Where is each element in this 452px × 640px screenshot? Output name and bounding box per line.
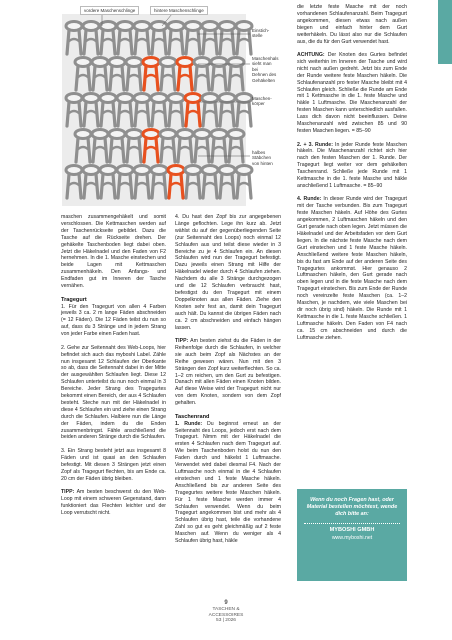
label-half-double: halbes Stäbchen von hinten bbox=[252, 150, 273, 166]
round-label: 4. Runde: bbox=[297, 196, 322, 203]
edge-round-1-continued: die letzte feste Masche mit der noch vorhandenen Schlaufenanzahl. Beim Tragegurt angekommen, diesen etwas nach außen biegen und einfach hinter dem Gurt weiterhäkeln. Du lässt also nur die Schlaufen aus, die du für den Gurt verwendet hast. bbox=[297, 4, 407, 45]
company-url[interactable]: www.myboshi.net bbox=[331, 535, 373, 541]
page-number: 9 bbox=[224, 600, 228, 606]
magazine-title-line-2: ACCESSOIRES bbox=[208, 612, 244, 618]
strap-tip-2: TIPP: Am besten ziehst du die Fäden in der Reihenfolge durch die Schlaufen, in welcher sie auch beim Zopf als Nächstes an der Reihe gewesen wären. Nun mit den 3 Strängen den Zopf kurz weiterflechten. So ca. 1–2 cm reichen, um den Gurt zu befestigen. Danach mit allen Fäden einen Knoten bilden. Auf diese Weise wird der Tragegurt nicht nur von dem Knoten, sondern von dem Zopf gehalten. bbox=[175, 338, 281, 407]
page-footer bbox=[196, 600, 256, 624]
attention-label: ACHTUNG: bbox=[297, 52, 325, 59]
text-column-2 bbox=[175, 214, 281, 552]
tip-label: TIPP: bbox=[61, 489, 75, 496]
round-label: 1. Runde: bbox=[175, 420, 203, 427]
page-edge-tab bbox=[438, 0, 452, 64]
contact-info-box bbox=[297, 489, 407, 581]
magazine-title-line-1: TASCHEN & bbox=[212, 607, 240, 612]
text-column-1 bbox=[61, 214, 166, 523]
issue-line: 53 | 2026 bbox=[216, 618, 236, 624]
stitch-diagram bbox=[62, 4, 279, 210]
tip-label: TIPP: bbox=[175, 338, 189, 344]
attention-note: ACHTUNG: Der Knoten des Gurtes befindet sich weiterhin im Inneren der Tasche und wird nicht nach außen gedreht. Jetzt bis zum Ende der Runde weitere feste Maschen häkeln. Die Schlaufenanzahl pro fester Masche bleibt mit 4 Schlaufen gleich. Schließe die Runde am Ende mit 1 Kettmasche in die 1. feste Masche und häkle 1 Luftmasche. Die Maschenanzahl der festen Maschen kann unterschiedlich ausfallen. Lass dich davon nicht beeinflussen. Deine Maschenanzahl wird zwischen 85 und 90 festen Maschen liegen. = 85–90 bbox=[297, 52, 407, 134]
strap-step-4: 4. Du hast den Zopf bis zur angegebenen Länge geflochten. Lege ihn kurz ab. Jetzt wählst du auf der gegenüberliegenden Seite (zur Seitennaht des Loops) noch einmal 12 Schlaufen aus und teilst diese wieder in 3 Bereiche zu je 4 Schlaufen ein. An diesen Schlaufen wird nun der Tragegurt befestigt. Dazu jeweils einen Strang mit Hilfe der Häkelnadel wieder durch 4 Schlaufen ziehen. Nachdem du alle 3 Stränge durchgezogen und die 12 Schlaufen verbraucht hast, befestigst du den Tragegurt mit einem Doppelknoten aus allen Fäden. Ziehe den Knoten sehr fest an, damit dein Tragegurt auch hält. Du kannst die übrigen Fäden nach ca. 2 cm abschneiden und einfach hängen lassen. bbox=[175, 214, 281, 331]
strap-step-2: 2. Gehe zur Seitennaht des Web-Loops, hier befindet sich auch das myboshi Label. Zähle nun insgesamt 12 Schlaufen der Oberkante so ab, dass die Seitennaht dabei in der Mitte der ausgewählten Schlaufen liegt. Diese 12 Schlaufen unterteilst du nun noch einmal in 3 Bereiche. Jeder Strang des Tragegurtes bekommt einen Bereich, der aus 4 Schlaufen besteht. Steche nun mit der Häkelnadel in diese 4 Schlaufen ein und ziehe einen Strang durch die Schlaufen. Halbiere nun die Länge der Fäden, indem du die Enden zusammenbringst. Fähle anschließend die beiden anderen Stränge durch die Schlaufen. bbox=[61, 344, 166, 441]
edge-round-4: 4. Runde: In dieser Runde wird der Tragegurt mit der Tasche verbunden. Bis zum Tragegurt feste Maschen häkeln. Auf Höhe des Gurtes angekommen, 2 Luftmaschen häkeln und den Gurt gerade nach oben legen. Jetzt müssen die Häkelnadel und der Arbeitsfaden vor dem Gurt liegen. In die nächste feste Masche nach dem Gurt einstechen und 1 feste Masche häkeln. Anschließend weitere feste Maschen häkeln, bis du fast am Ende auf der anderen Seite des Tragegurtes ankommst. Hier genauso 2 Luftmaschen häkeln, den Gurt gerade nach oben legen und in die feste Masche nach dem Tragegurt einstechen. Bis zum Ende der Runde noch vereinzelte feste Maschen (ca. 1–2 Maschen, je nachdem, wie viele Maschen bei dir noch übrig sind) häkeln. Die Runde mit 1 Kettmasche in die 1. feste Masche schließen. 1 Luftmasche häkeln. Den Faden von F4 nach ca. 15 cm abschneiden und durch die Luftmasche ziehen. bbox=[297, 196, 407, 341]
contact-question: Wenn du noch Fragen hast, oder Material bestellen möchtest, wende dich bitte an: bbox=[306, 497, 398, 517]
heading-bag-edge: Taschenrand bbox=[175, 413, 210, 420]
heading-strap: Tragegurt bbox=[61, 296, 87, 303]
strap-step-1: 1. Für den Tragegurt von allen 4 Farben jeweils 3 ca. 2 m lange Fäden abschneiden (= 12 Fäden). Die 12 Fäden teilst du nun so auf, dass du 3 Stränge und in jedem Strang von jeder Farbe einen Faden hast. bbox=[61, 303, 166, 338]
intro-paragraph: maschen zusammengehäkelt und somit verschlossen. Die Kettmaschen werden auf der Taschenrückseite gebildet. Dazu die Tasche auf die Rückseite drehen. Der gehäkelte Taschenboden liegt dabei oben. Jetzt die Häkelnadel und den Faden von F2 hernehmen. In die 1. Masche einstechen und beide Lagen mit Kettmaschen zusammenhäkeln. Den Anfangs- und Endfaden gut im Inneren der Tasche vernähen. bbox=[61, 214, 166, 290]
stitch-diagram-graphic bbox=[62, 4, 276, 210]
company-name: MYBOSHI GMBH bbox=[329, 527, 375, 533]
edge-round-2-3: 2. + 3. Runde: In jeder Runde feste Maschen häkeln. Die Maschenanzahl richtet sich hier nach den festen Maschen der 1. Runde. Der Tragegurt liegt weiter vor dem gehäkelten Taschenrand. Schließe jede Runde mit 1 Kettmasche in die 1. feste Masche und häkle anschließend 1 Luftmasche. = 85–90 bbox=[297, 141, 407, 189]
strap-tip: TIPP: Am besten beschwerst du den Web-Loop mit einem schweren Gegenstand, dann funktioniert das Flechten leichter und der Loop verrutscht nicht. bbox=[61, 489, 166, 516]
divider bbox=[304, 523, 400, 524]
label-front-loop: vordere Maschenschlinge bbox=[80, 6, 139, 15]
label-stitch-neck: Maschenhals sieht man bei Dehnen des Gehäkelten bbox=[252, 56, 279, 83]
label-insert-point: Einstich- stelle bbox=[252, 28, 270, 39]
label-stitch-body: Maschen- körper bbox=[252, 96, 272, 107]
label-back-loop: hintere Maschenschlinge bbox=[150, 6, 208, 15]
round-label: 2. + 3. Runde: bbox=[297, 141, 333, 148]
text-column-3 bbox=[297, 4, 407, 348]
strap-step-3: 3. Ein Strang besteht jetzt aus insgesamt 8 Fäden und ist quasi an den Schlaufen befestigt. Mit diesen 3 Strängen jetzt einen Zopf als Tragegurt flechten, bis am Ende ca. 20 cm der Fäden übrig bleiben. bbox=[61, 447, 166, 482]
edge-round-1: 1. Runde: Du beginnst erneut an der Seitennaht des Loops, jedoch erst nach dem Tragegurt. Nimm mit der Häkelnadel die ersten 4 Schlaufen nach dem Tragegurt auf. Wie beim Taschenboden holst du nun den Faden durch und häkelst 1 Luftmasche. Verwendet wird dabei diesmal F4. Nach der Luftmasche noch einmal in die 4 Schlaufen einstechen und 1 feste Masche häkeln. Anschließend bis zur anderen Seite des Tragegurtes weitere feste Maschen häkeln. Für 1 feste Masche werden immer 4 Schlaufen verwendet. Wenn du beim Tragegurt angekommen bist und mehr als 4 Schlaufen übrig hast, teile die vorhandene Zahl so gut es geht gleichmäßig auf 2 feste Maschen auf. Wenn du weniger als 4 Schlaufen übrig hast, häkle bbox=[175, 420, 281, 545]
